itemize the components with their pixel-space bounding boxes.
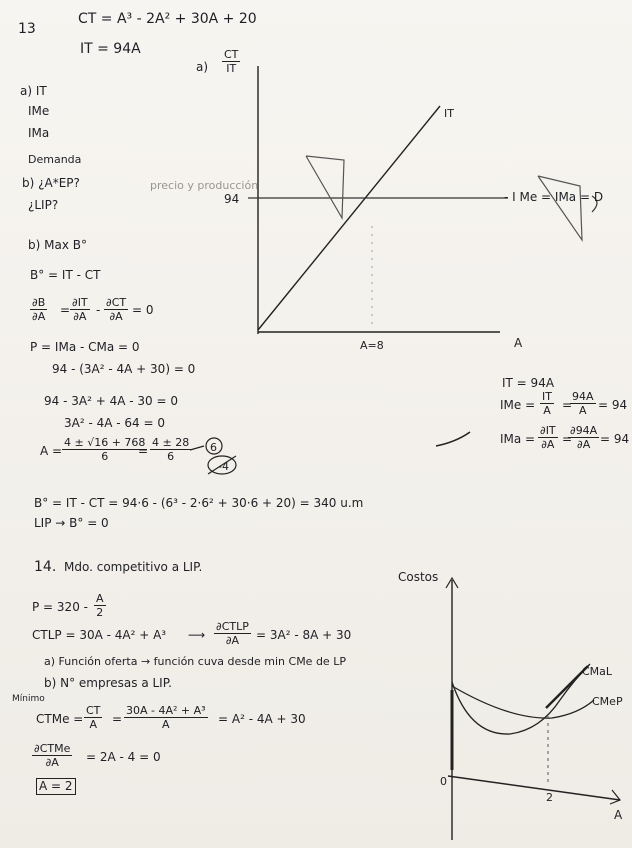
ime-eq: = xyxy=(562,398,573,412)
cme-frac-2: $\frac{\text{30A - 4A² + A³}}{A}$ xyxy=(126,704,206,731)
cme-eq: = xyxy=(112,712,123,726)
ima-frac-1: $\frac{\partial IT}{\partial A}$ xyxy=(540,424,556,451)
graph2-origin: 0 xyxy=(440,775,447,788)
equation-line-1: 94 - (3A² - 4A + 30) = 0 xyxy=(52,362,196,376)
graph1-it-line-label: IT xyxy=(444,107,454,120)
cost-arrow: ⟶ xyxy=(188,628,206,642)
long-run-cost: CTLP = 30A - 4A² + A³ xyxy=(32,628,167,642)
graph1-a8-mark: A=8 xyxy=(360,339,384,352)
ima-lhs: IMa = xyxy=(500,432,536,446)
graph1-x-label: A xyxy=(514,336,523,350)
ima-rhs: = 94 xyxy=(600,432,630,446)
deriv-minus-sign: - xyxy=(96,303,101,317)
demand-frac: $\frac{A}{2}$ xyxy=(96,592,104,619)
graph2-cma-label: CMaL xyxy=(582,665,613,678)
problem-13-number: 13 xyxy=(18,21,36,37)
revenue-function: IT = 94A xyxy=(80,41,141,57)
deriv-rhs: = 0 xyxy=(132,303,154,317)
right-it: IT = 94A xyxy=(502,376,555,390)
deriv-frac-ct: $\frac{\partial CT}{\partial A}$ xyxy=(106,296,127,323)
graph2-x-mark: 2 xyxy=(546,791,553,804)
ime-frac-1: $\frac{IT}{A}$ xyxy=(542,390,552,417)
question-aep: b) ¿A*EP? xyxy=(22,176,80,190)
graph1-faded-text: precio y producción xyxy=(150,179,259,192)
ime-frac-2: $\frac{94A}{A}$ xyxy=(572,390,594,417)
deriv-eq-sign: = xyxy=(60,303,71,317)
cme-frac-1: $\frac{CT}{A}$ xyxy=(86,704,101,731)
item-it: a) IT xyxy=(20,84,47,98)
cme-rhs: = A² - 4A + 30 xyxy=(218,712,306,726)
cost-function: CT = A³ - 2A² + 30A + 20 xyxy=(78,11,257,27)
ima-eq: = xyxy=(562,432,573,446)
demand-lhs: P = 320 - xyxy=(32,600,88,614)
cme-lhs: CTMe = xyxy=(36,712,84,726)
dctlp-rhs: = 3A² - 8A + 30 xyxy=(256,628,352,642)
answer-a: a) Función oferta → función cuva desde min CMe de LP xyxy=(44,655,346,668)
ima-frac-2: $\frac{\partial 94A}{\partial A}$ xyxy=(570,424,598,451)
root-negative: -4 xyxy=(218,460,229,473)
item-ima: IMa xyxy=(28,126,50,140)
graph2-cme-label: CMeP xyxy=(592,695,623,708)
item-ime: IMe xyxy=(28,104,50,118)
profit-definition: B° = IT - CT xyxy=(30,268,101,282)
graph1-y-94: 94 xyxy=(224,192,240,206)
dcme-rhs: = 2A - 4 = 0 xyxy=(86,750,161,764)
quad-frac-2: $\frac{4 \pm 28}{6}$ xyxy=(152,436,190,463)
result-box: A = 2 xyxy=(36,778,76,795)
graph1-horizontal-label: - I Me = IMa = D xyxy=(504,190,604,204)
ime-rhs: = 94 xyxy=(598,398,628,412)
dcme-frac: ∂CTMe ∂A xyxy=(34,742,71,769)
answer-b: b) N° empresas a LIP. xyxy=(44,676,172,690)
quad-eq: = xyxy=(138,444,149,458)
equation-line-3: 3A² - 4A - 64 = 0 xyxy=(64,416,166,430)
dctlp-frac: ∂CTLP ∂A xyxy=(216,620,249,647)
quad-lhs: A = xyxy=(40,444,63,458)
lip-condition: LIP → B° = 0 xyxy=(34,516,109,530)
max-profit-heading: b) Max B° xyxy=(28,238,87,252)
profit-value: B° = IT - CT = 94·6 - (6³ - 2·6² + 30·6 + 20) = 340 u.m xyxy=(34,496,364,510)
graph2-y-label: Costos xyxy=(398,570,439,584)
quad-frac-1: $\frac{4 \pm √16 + 768}{6}$ xyxy=(64,436,146,463)
question-lip: ¿LIP? xyxy=(28,198,59,212)
problem-14-number: 14. xyxy=(34,559,57,575)
deriv-frac-it: $\frac{\partial IT}{\partial A}$ xyxy=(72,296,88,323)
graph2-x-label: A xyxy=(614,808,623,822)
graph1-label: a) xyxy=(196,60,209,74)
graph1-y-label: $\frac{CT}{IT}$ xyxy=(224,48,239,75)
problem-14-title: Mdo. competitivo a LIP. xyxy=(64,560,203,574)
equation-line-2: 94 - 3A² + 4A - 30 = 0 xyxy=(44,394,178,408)
item-demanda: Demanda xyxy=(28,153,82,166)
deriv-frac-b: $\frac{\partial B}{\partial A}$ xyxy=(32,296,46,323)
minimum-note: Mínimo xyxy=(12,694,45,704)
root-positive: 6 xyxy=(210,441,217,454)
ime-lhs: IMe = xyxy=(500,398,536,412)
price-condition: P = IMa - CMa = 0 xyxy=(30,340,140,354)
